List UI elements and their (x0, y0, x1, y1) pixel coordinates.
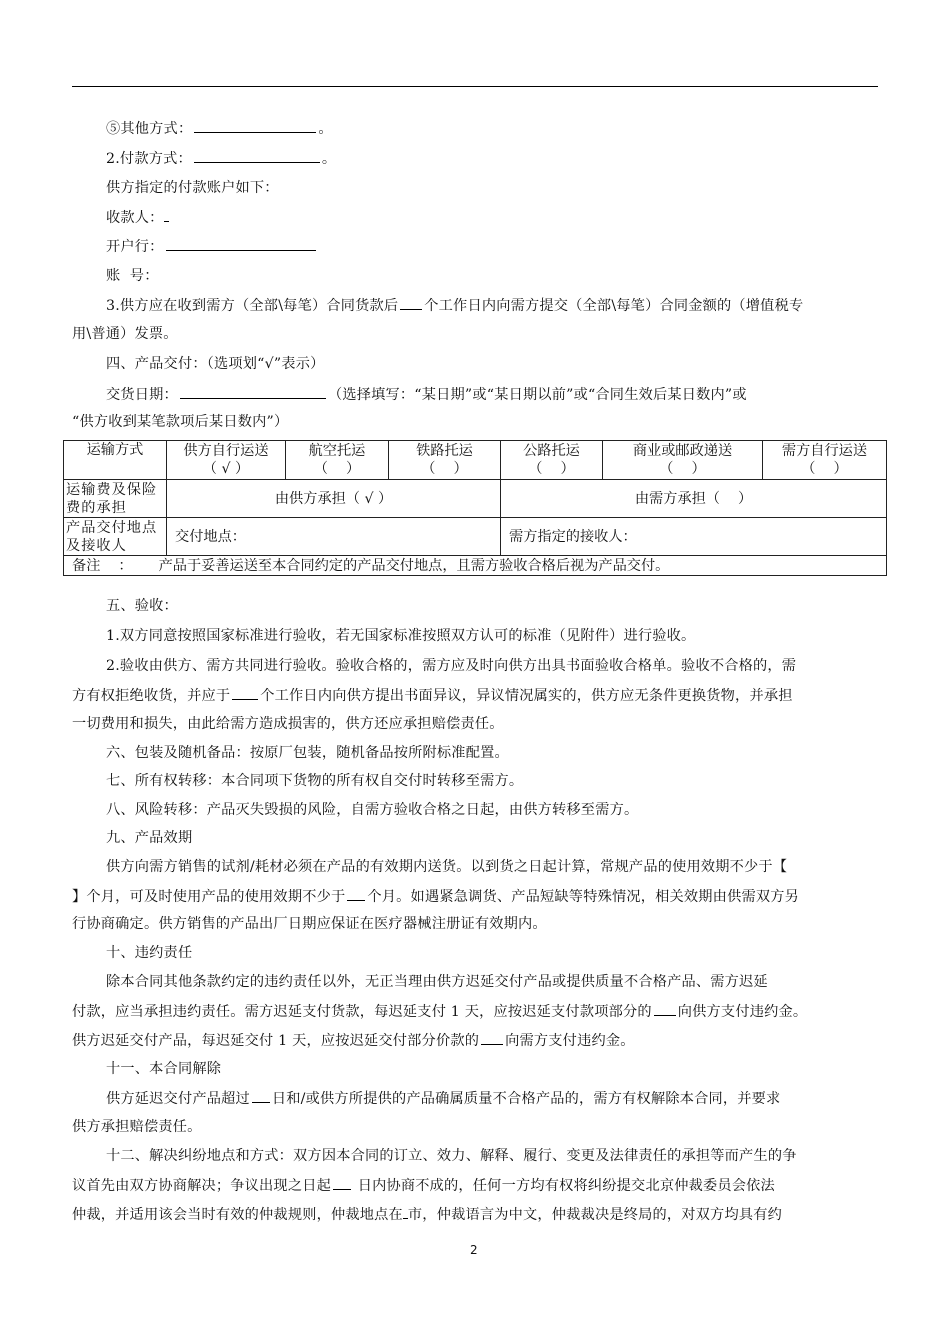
delivery-date-hint: （选择填写：“某日期”或“某日期以前”或“合同生效后某日数内”或 (327, 387, 747, 403)
option-name: 公路托运 (523, 443, 580, 459)
invoice-text: 个工作日内向需方提交（全部\每笔）合同金额的（增值税专 (424, 298, 804, 314)
buyer-penalty-rate-blank[interactable] (654, 1001, 676, 1016)
breach-text: 付款，应当承担违约责任。需方迟延支付货款，每迟延支付 1 天，应按迟延支付款项部分的 (72, 1004, 652, 1020)
acceptance-p2-l3: 一切费用和损失，由此给需方造成损害的，供方还应承担赔偿责任。 (72, 716, 504, 732)
delivery-date-label: 交货日期： (106, 387, 178, 403)
other-method-blank[interactable] (194, 118, 316, 133)
option-name: 商业或邮政递送 (632, 443, 733, 459)
validity-l2 (72, 886, 886, 907)
page-number: 2 (470, 1243, 478, 1257)
termination-l2: 供方承担赔偿责任。 (72, 1119, 202, 1135)
delivery-heading: 四、产品交付：（选项划“√”表示） (106, 356, 325, 372)
option-rail[interactable] (389, 441, 501, 480)
period: 。 (318, 121, 333, 137)
supplier-bears-cost[interactable]: 由供方承担（ √ ） (167, 480, 501, 518)
period: 。 (321, 151, 337, 167)
payment-method-label: 2.付款方式： (106, 151, 192, 167)
acceptance-p2-l2 (72, 685, 886, 706)
payee-blank[interactable] (164, 207, 169, 222)
breach-text: 供方迟延交付产品，每迟延交付 1 天，应按迟延交付部分价款的 (72, 1033, 480, 1049)
dispute-l1: 十二、解决纠纷地点和方式：双方因本合同的订立、效力、解释、履行、变更及法律责任的承担等而产生的争 (106, 1148, 797, 1164)
bank-label: 开户行： (106, 239, 164, 255)
other-payment-method-line (72, 118, 886, 139)
delivery-place-field[interactable]: 交付地点： (167, 518, 501, 556)
bank-line (72, 236, 886, 257)
check-mark: （ √ ） (202, 461, 250, 477)
objection-days-blank[interactable] (232, 685, 258, 700)
remarks-cell (64, 556, 887, 576)
termination-heading: 十一、本合同解除 (106, 1061, 222, 1077)
payment-method-line (72, 148, 886, 169)
breach-l1: 除本合同其他条款约定的违约责任以外，无正当理由供方迟延交付产品或提供质量不合格产品、需方迟延 (106, 974, 768, 990)
delivery-place-row (64, 518, 887, 556)
payee-label: 收款人： (106, 210, 164, 226)
transport-method-row (64, 441, 887, 480)
breach-text: 向供方支付违约金。 (677, 1004, 808, 1020)
account-intro: 供方指定的付款账户如下： (106, 180, 279, 196)
delivery-date-blank[interactable] (180, 384, 326, 399)
option-name: 需方自行运送 (781, 443, 868, 459)
termination-text: 日和/或供方所提供的产品确属质量不合格产品的，需方有权解除本合同，并要求 (271, 1091, 781, 1107)
payment-method-blank[interactable] (194, 148, 320, 163)
freight-insurance-label: 运输费及保险费的承担 (64, 480, 167, 518)
termination-text: 供方延迟交付产品超过 (106, 1091, 250, 1107)
check-mark: （ ） (421, 461, 468, 477)
breach-l2 (72, 1001, 886, 1022)
account-number-label: 账 号： (106, 268, 159, 284)
breach-text: 向需方支付违约金。 (505, 1033, 635, 1049)
validity-l1: 供方向需方销售的试剂/耗材必须在产品的有效期内送货。以到货之日起计算，常规产品的使用效期不少于【 (106, 859, 788, 875)
acceptance-text: 方有权拒绝收货，并应于 (72, 688, 231, 704)
termination-days-blank[interactable] (252, 1088, 270, 1103)
bank-blank[interactable] (166, 236, 316, 251)
delivery-date-hint-2: “供方收到某笔款项后某日数内”） (72, 414, 289, 430)
header-rule (72, 86, 878, 87)
dispute-text: 市，仲裁语言为中文，仲裁裁决是终局的，对双方均具有约 (407, 1207, 782, 1223)
validity-months-blank[interactable] (347, 886, 365, 901)
negotiation-days-blank[interactable] (333, 1175, 351, 1190)
check-mark: （ ） (801, 461, 848, 477)
packaging-clause: 六、包装及随机备品：按原厂包装，随机备品按所附标准配置。 (106, 745, 509, 761)
dispute-text: 日内协商不成的，任何一方均有权将纠纷提交北京仲裁委员会依法 (352, 1178, 775, 1194)
other-method-label: ⑤其他方式： (106, 121, 193, 137)
shipping-table (63, 440, 887, 576)
remarks-text: 产品于妥善运送至本合同约定的产品交付地点，且需方验收合格后视为产品交付。 (158, 557, 670, 574)
remarks-row (64, 556, 887, 576)
validity-text: 个月。如遇紧急调货、产品短缺等特殊情况，相关效期由供需双方另 (367, 889, 800, 905)
breach-l3 (72, 1030, 886, 1051)
option-name: 供方自行运送 (183, 443, 269, 459)
acceptance-p2-l1: 2.验收由供方、需方共同进行验收。验收合格的，需方应及时向供方出具书面验收合格单。验收不合格的，需 (106, 658, 797, 674)
check-mark: （ ） (659, 461, 706, 477)
invoice-days-blank[interactable] (400, 295, 422, 310)
acceptance-heading: 五、验收： (106, 598, 178, 614)
dispute-text: 仲裁，并适用该会当时有效的仲裁规则，仲裁地点在 (72, 1207, 403, 1223)
validity-l3: 行协商确定。供方销售的产品出厂日期应保证在医疗器械注册证有效期内。 (72, 916, 547, 932)
receiver-field[interactable]: 需方指定的接收人： (501, 518, 887, 556)
validity-text: 】个月，可及时使用产品的使用效期不少于 (72, 889, 346, 905)
transport-method-label: 运输方式 (64, 441, 167, 480)
option-buyer-pickup[interactable] (763, 441, 887, 480)
delivery-date-line (72, 384, 886, 405)
acceptance-text: 个工作日内向供方提出书面异议，异议情况属实的，供方应无条件更换货物，并承担 (260, 688, 793, 704)
option-air[interactable] (286, 441, 389, 480)
termination-l1 (72, 1088, 886, 1109)
buyer-bears-cost[interactable]: 由需方承担（ ） (501, 480, 887, 518)
validity-heading: 九、产品效期 (106, 830, 193, 846)
check-mark: （ ） (528, 461, 575, 477)
remarks-label: 备注 ： (72, 557, 133, 574)
invoice-text: 3.供方应在收到需方（全部\每笔）合同货款后 (106, 298, 399, 314)
dispute-l3 (72, 1204, 886, 1225)
ownership-clause: 七、所有权转移：本合同项下货物的所有权自交付时转移至需方。 (106, 773, 524, 789)
invoice-line-1 (72, 295, 886, 316)
risk-clause: 八、风险转移：产品灭失毁损的风险，自需方验收合格之日起，由供方转移至需方。 (106, 802, 639, 818)
invoice-line-2: 用\普通）发票。 (72, 326, 178, 342)
option-courier-post[interactable] (603, 441, 763, 480)
breach-heading: 十、违约责任 (106, 945, 193, 961)
dispute-l2 (72, 1175, 886, 1196)
dispute-text: 议首先由双方协商解决；争议出现之日起 (72, 1178, 331, 1194)
acceptance-p1: 1.双方同意按照国家标准进行验收，若无国家标准按照双方认可的标准（见附件）进行验收。 (106, 628, 696, 644)
option-supplier-delivery[interactable] (167, 441, 286, 480)
option-name: 航空托运 (308, 443, 366, 459)
option-road[interactable] (501, 441, 603, 480)
freight-insurance-row (64, 480, 887, 518)
check-mark: （ ） (313, 461, 361, 477)
supplier-penalty-rate-blank[interactable] (481, 1030, 503, 1045)
payee-line (72, 207, 886, 228)
delivery-place-label: 产品交付地点及接收人 (64, 518, 167, 556)
option-name: 铁路托运 (416, 443, 473, 459)
